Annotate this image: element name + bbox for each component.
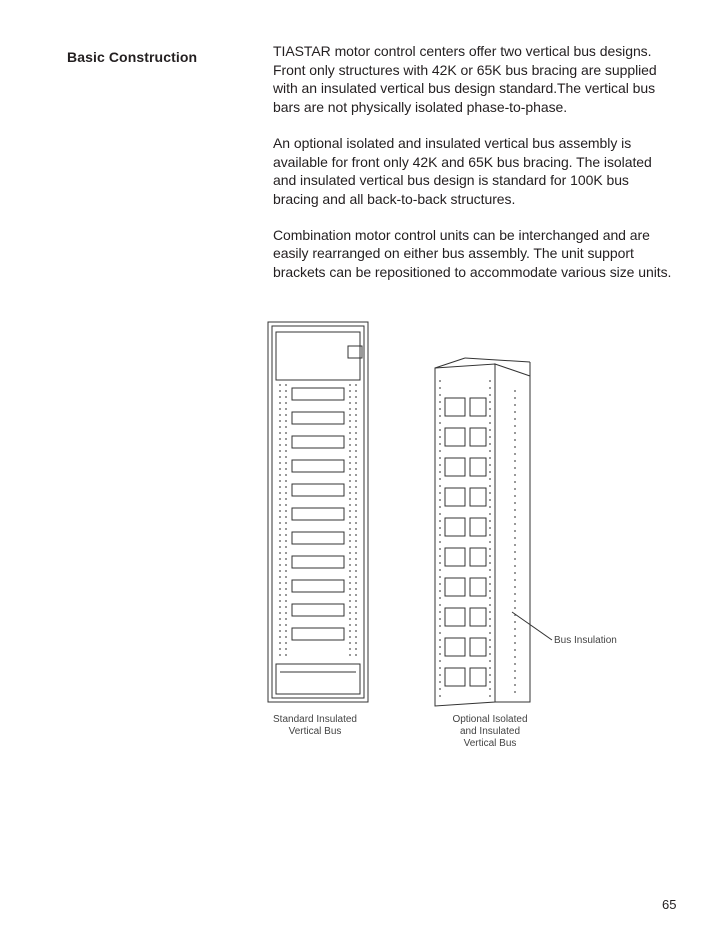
page-number: 65 <box>662 897 677 912</box>
paragraph-3: Combination motor control units can be interchanged and are easily rearranged on either bus assembly. The unit support brackets can be repositioned to accommodate various size units. <box>273 226 672 281</box>
paragraph-2: An optional isolated and insulated vertical bus assembly is available for front only 42K and 65K bus bracing. The isolated and insulated vertical bus design is standard for 100K bus bracing and all back-to-back structures. <box>273 134 652 207</box>
caption-optional-bus: Optional Isolated and Insulated Vertical Bus <box>452 714 528 749</box>
section-heading: Basic Construction <box>67 49 198 65</box>
body-text <box>273 42 673 299</box>
caption-standard-bus: Standard Insulated Vertical Bus <box>273 714 357 737</box>
standard-bus-drawing <box>268 322 368 702</box>
paragraph-1: TIASTAR motor control centers offer two vertical bus designs. Front only structures with 42K or 65K bus bracing are supplied with an insulated vertical bus design standard.The vertical bus bars are not physically isolated phase-to-phase. <box>273 43 657 116</box>
figure-drawings <box>260 310 640 750</box>
bus-insulation-callout: Bus Insulation <box>554 635 617 646</box>
bus-design-figure <box>260 310 640 750</box>
optional-bus-drawing <box>435 358 552 706</box>
